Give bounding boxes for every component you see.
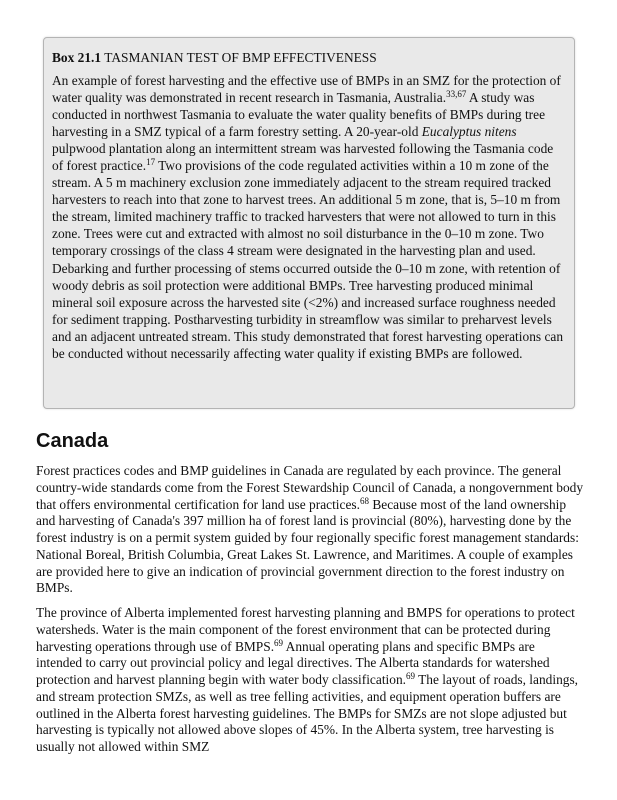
body-text: Because most of the land ownership and harvesting of Canada's 397 million ha of forest land is provincial (80%), harvesting done by the forest industry is on a permit system guided by four regionally specific forest management standards: National Boreal, British Columbia, Great Lakes St. Lawrence, and Maritimes. A couple of examples are provided here to give an indication of provincial government direction to the forest industry on BMPs. [36, 496, 579, 596]
section-body [36, 463, 584, 764]
box-text: pulpwood plantation along an intermittent stream was harvested following the Tasmania code of forest practice. [52, 141, 554, 174]
sidebar-box [43, 37, 575, 409]
body-text: Annual operating plans and specific BMPs are intended to carry out provincial policy and legal directives. The Alberta standards for watershed protection and harvest planning begin with water body classification. [36, 638, 550, 687]
citation: 69 [274, 637, 284, 648]
box-title [52, 50, 564, 66]
box-text: An example of forest harvesting and the effective use of BMPs in an SMZ for the protection of water quality was demonstrated in recent research in Tasmania, Australia. [52, 73, 561, 106]
box-title-text: TASMANIAN TEST OF BMP EFFECTIVENESS [104, 50, 377, 65]
citation: 33,67 [446, 89, 467, 100]
body-paragraph [36, 463, 584, 597]
box-label: Box 21.1 [52, 50, 102, 65]
body-paragraph [36, 605, 584, 756]
body-text: The province of Alberta implemented forest harvesting planning and BMPS for operations to protect watersheds. Water is the main component of the forest environment that can be protected during harvesting operations through use of BMPS. [36, 605, 575, 654]
citation: 17 [146, 157, 156, 168]
citation: 69 [406, 671, 416, 681]
body-text: Forest practices codes and BMP guidelines in Canada are regulated by each province. The general country-wide standards come from the Forest Stewardship Council of Canada, a nongovernment body that offers environmental certification for land use practices. [36, 463, 584, 512]
citation: 68 [359, 495, 369, 506]
box-paragraph [52, 72, 564, 362]
species-name: Eucalyptus nitens [421, 124, 517, 140]
box-text: A study was conducted in northwest Tasmania to evaluate the water quality benefits of BMPs during tree harvesting in a SMZ typical of a farm forestry setting. A 20-year-old [52, 90, 546, 140]
box-text: Two provisions of the code regulated activities within a 10 m zone of the stream. A 5 m machinery exclusion zone immediately adjacent to the stream required tracked harvesters to reach into that zone to harvest trees. An additional 5 m zone, that is, 5–10 m from the stream, limited machinery traffic to tracked harvesters that were not allowed to turn in this zone. Trees were cut and extracted with almost no soil disturbance in the 0–10 m zone. Two temporary crossings of the class 4 stream were designated in the harvesting plan and used. Debarking and further processing of stems occurred outside the 0–10 m zone, with retention of woody debris as soil protection were additional BMPs. Tree harvesting produced minimal mineral soil exposure across the harvested site (<2%) and increased surface roughness needed for sediment trapping. Postharvesting turbidity in streamflow was similar to preharvest levels and an adjacent untreated stream. This study demonstrated that forest harvesting operations can be conducted without necessarily affecting water quality if existing BMPs are followed. [52, 158, 564, 361]
section-heading: Canada [36, 430, 109, 452]
body-text: The layout of roads, landings, and stream protection SMZs, as well as tree felling activities, and equipment operation buffers are outlined in the Alberta forest harvesting guidelines. The BMPs for SMZs are not slope adjusted but harvesting is typically not allowed above slopes of 45%. In the Alberta system, tree harvesting is usually not allowed within SMZ [36, 672, 579, 754]
